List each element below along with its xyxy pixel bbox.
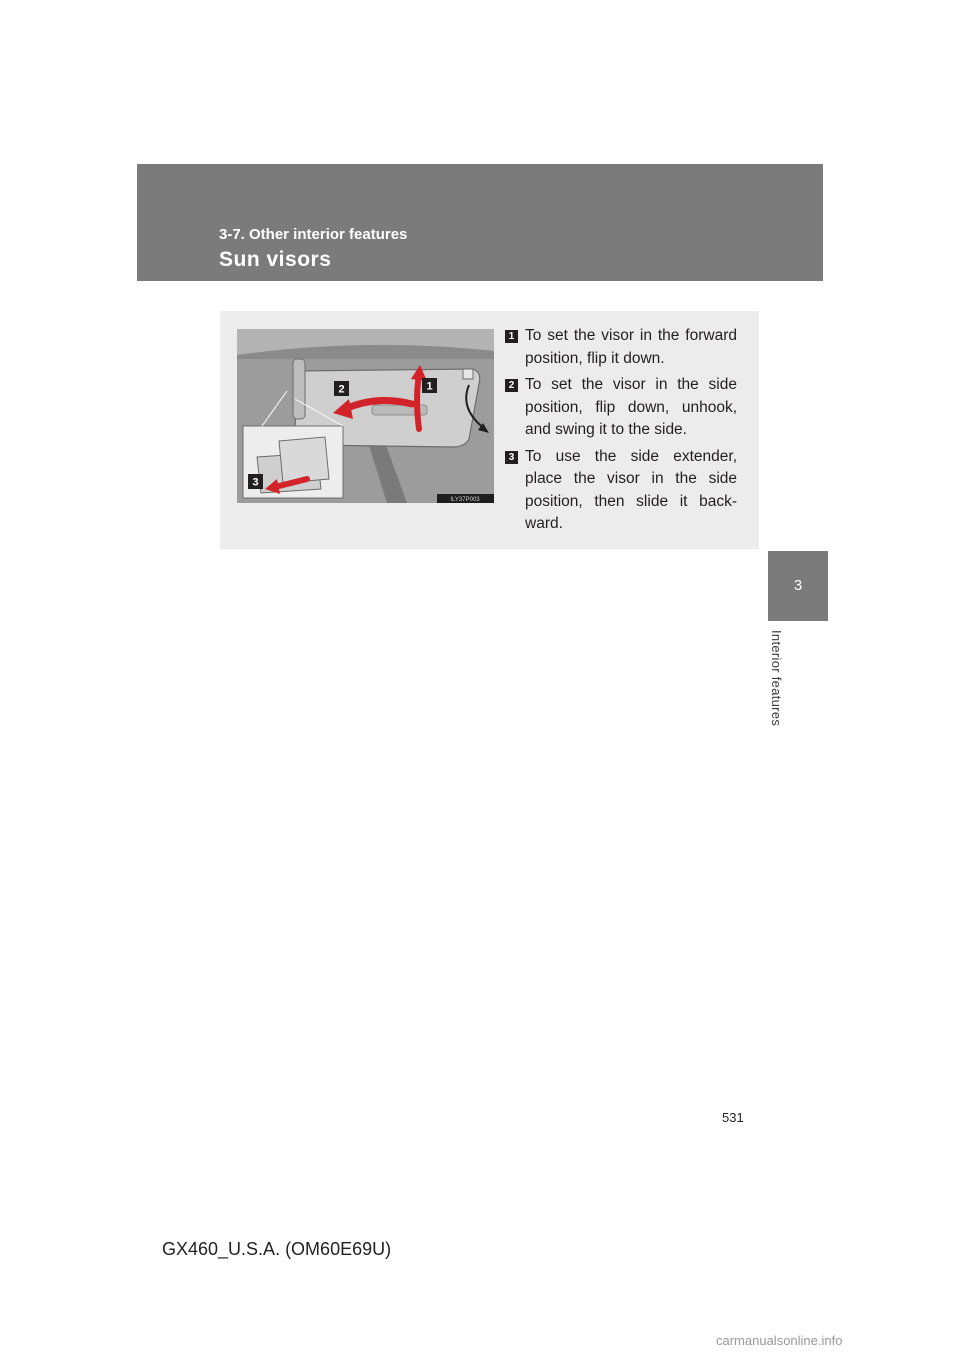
instruction-text: To set the visor in the side position, flip down, unhook, and swing it to the side. xyxy=(525,376,737,438)
page-number: 531 xyxy=(722,1110,744,1125)
page-title: Sun visors xyxy=(219,248,332,271)
content-box xyxy=(220,311,759,549)
instruction-text: To use the side extender, place the visor in the side position, then slide it back-ward. xyxy=(525,447,737,532)
chapter-label: Interior features xyxy=(769,630,784,727)
watermark: carmanualsonline.info xyxy=(716,1333,843,1348)
number-1-icon: 1 xyxy=(505,330,518,343)
instruction-list xyxy=(505,325,737,540)
instruction-item xyxy=(505,374,737,442)
chapter-number: 3 xyxy=(793,577,803,594)
callout-2: 2 xyxy=(338,383,345,396)
page-header xyxy=(137,164,823,281)
chapter-tab xyxy=(768,551,828,621)
sun-visor-illustration xyxy=(237,329,494,503)
section-label: 3-7. Other interior features xyxy=(219,226,408,243)
callout-1: 1 xyxy=(426,380,433,393)
number-3-icon: 3 xyxy=(505,451,518,464)
instruction-item xyxy=(505,446,737,536)
document-code: GX460_U.S.A. (OM60E69U) xyxy=(162,1239,392,1259)
sun-visor-drawing xyxy=(237,329,494,503)
instruction-item xyxy=(505,325,737,370)
number-2-icon: 2 xyxy=(505,379,518,392)
callout-3: 3 xyxy=(252,476,259,489)
instruction-text: To set the visor in the forward position, flip it down. xyxy=(525,327,737,367)
figure-code: ILY37P003 xyxy=(450,497,480,503)
